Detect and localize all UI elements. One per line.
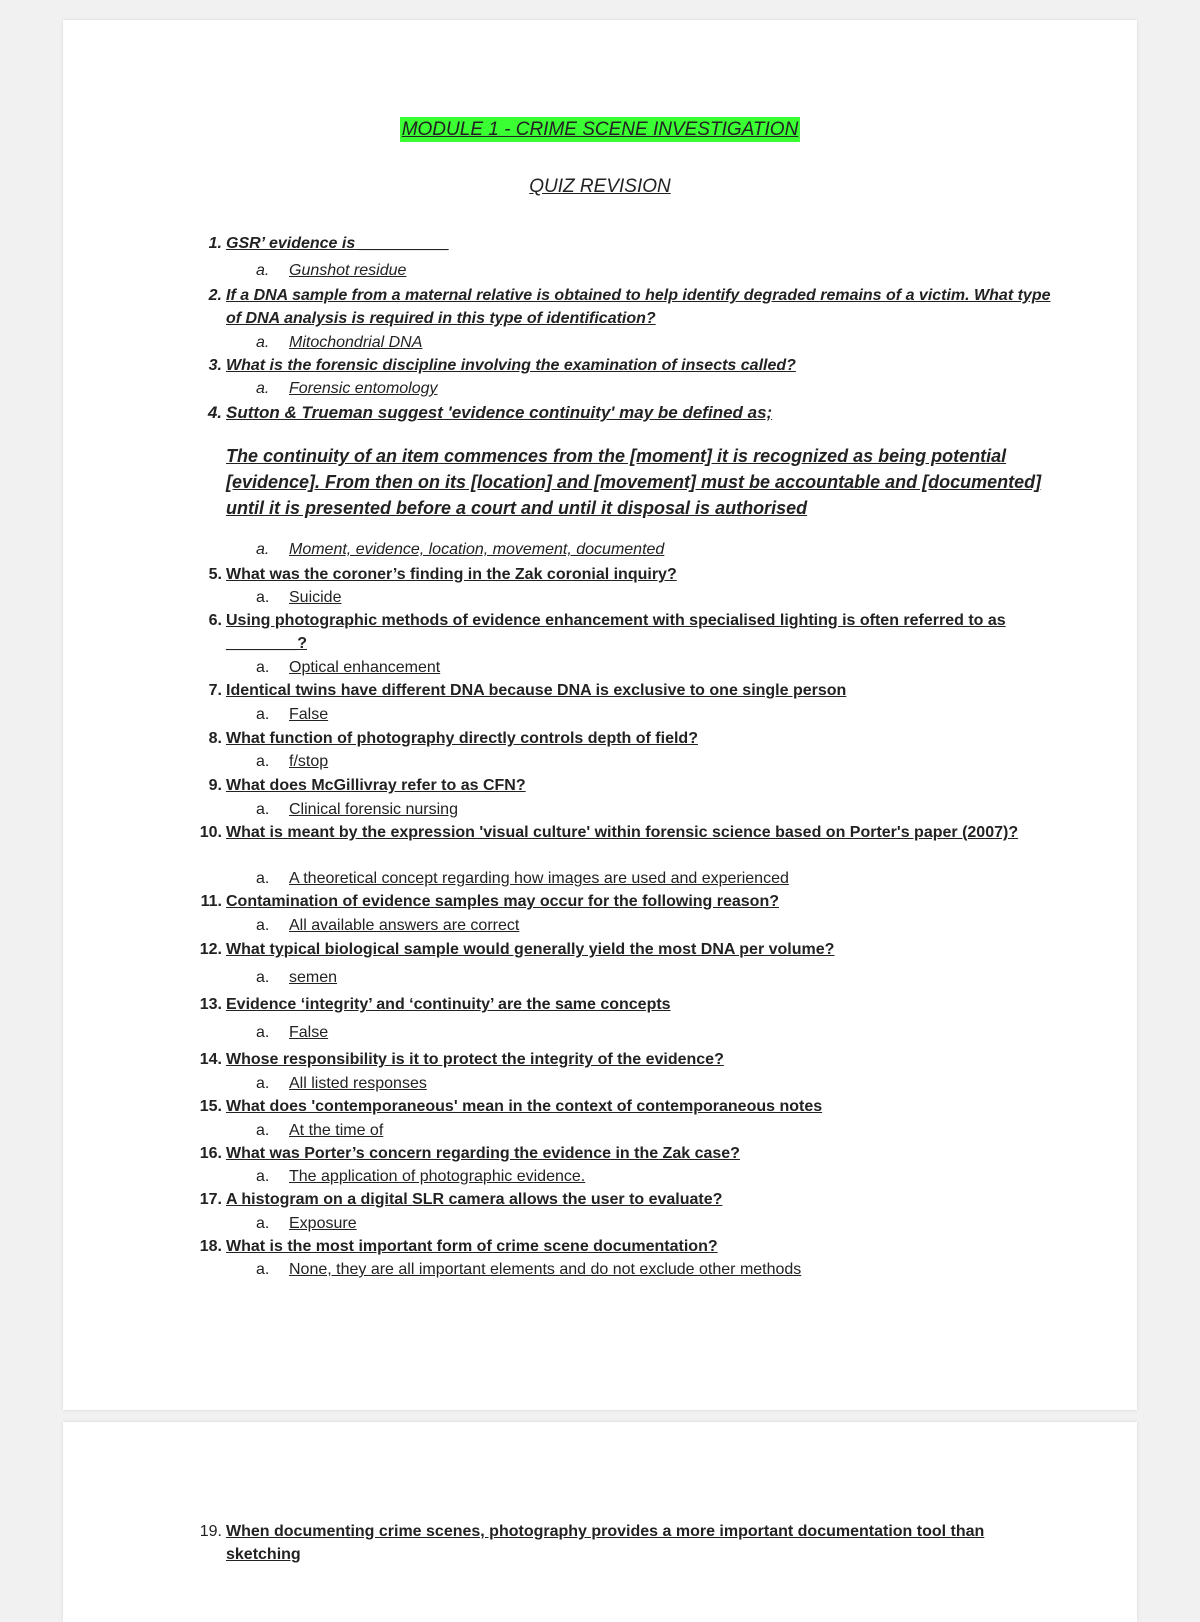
continuity-definition: The continuity of an item commences from the [moment] it is recognized as being potential [evidence]. From then on its [location] and [movement] must be accountable and [documented] until it is presented before a court and until it disposal is authorised [226, 446, 1042, 518]
document-page-2: 19. When documenting crime scenes, photography provides a more important documentation tool than sketching [63, 1422, 1137, 1622]
document-page-1: MODULE 1 - CRIME SCENE INVESTIGATION QUIZ REVISION 1. GSR’ evidence is __________ a. Gunshot residue 2. If a DNA sample from a maternal relative is obtained to help identify degraded remains of a victim. What type of DNA analysis is required in this type of identification? a. Mitochondrial DNA 3. What is the forensic discipline involving the examination of insects called? a. Forensic entomology 4. Sutton & Trueman suggest 'evidence continuity' may be defined as; The continuity of an item commences from the [moment] it is recognized as being potential [evidence]. From then on its [location] and [movement] must be accountable and [documented] until it is presented before a court and until it disposal is authorised a. Moment, evidence, location, movement, documented 5. What was the coroner’s finding in the Zak coronial inquiry? a. Suicide 6. Using photographic methods of evidence enhancement with specialised lighting is often referred to as ________? a. Optical enhancement 7. Identical twins have different DNA because DNA is exclusive to one single person a. False 8. What function of photography directly controls depth of field? a. f/stop 9. What does McGillivray refer to as CFN? a. Clinical forensic nursing 10. What is meant by the expression 'visual culture' within forensic science based on Porter's paper (2007)? a. A theoretical concept regarding how images are used and experienced 11. Contamination of evidence samples may occur for the following reason? a. All available answers are correct 12. What typical biological sample would generally yield the most DNA per volume? a. semen 13. Evidence ‘integrity’ and ‘continuity’ are the same concepts a. False 14. Whose responsibility is it to protect the integrity of the evidence? a. All listed responses 15. What does 'contemporaneous' mean in the context of contemporaneous notes a. At the time of 16. What was Porter’s concern regarding the evidence in the Zak case? a. The application of photographic evidence. 17. A histogram on a digital SLR camera allows the user to evaluate? a. Exposure 18. What is the most important form of crime scene documentation? a. None, they are all important elements and do not exclude other methods [63, 20, 1137, 1410]
module-title: MODULE 1 - CRIME SCENE INVESTIGATION [401, 119, 799, 140]
quiz-subtitle: QUIZ REVISION [529, 176, 671, 197]
